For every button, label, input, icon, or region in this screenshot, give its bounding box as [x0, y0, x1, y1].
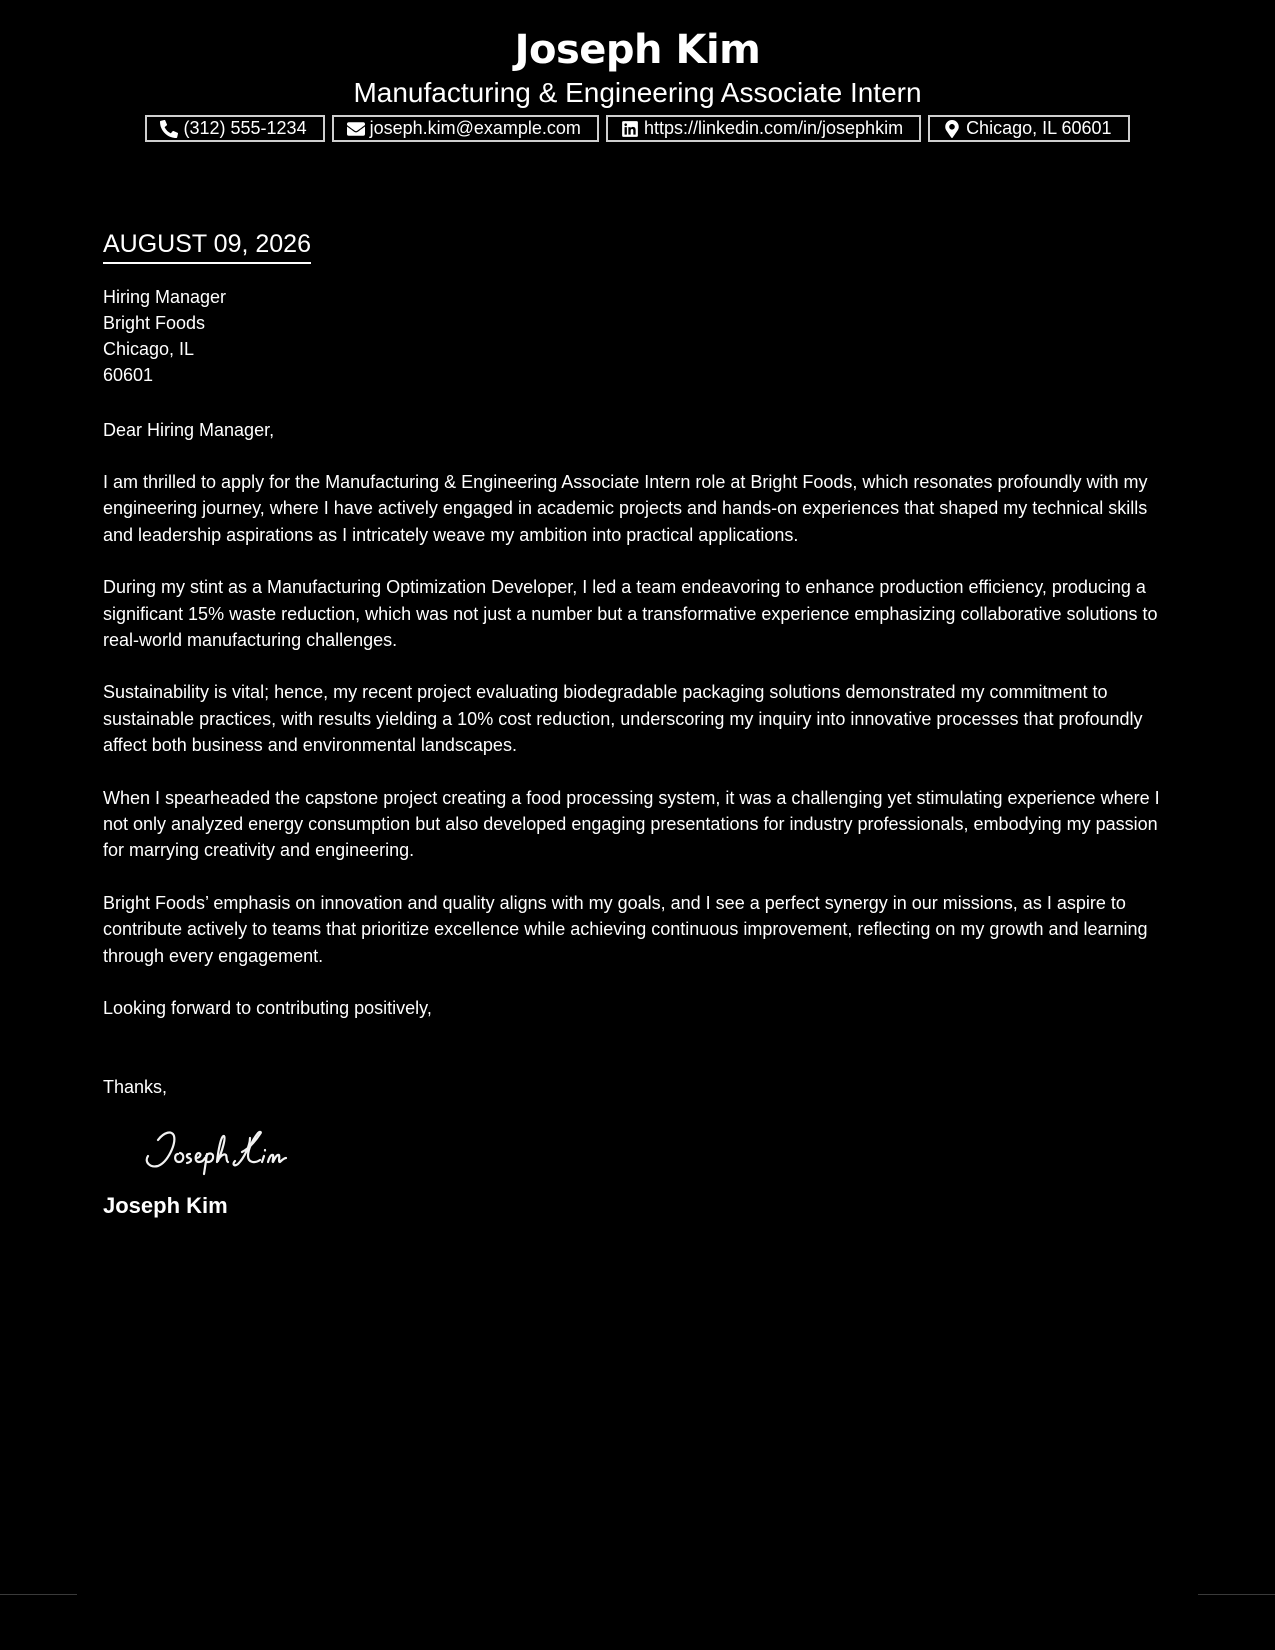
contact-location[interactable] — [928, 115, 1129, 142]
signoff: Thanks, — [103, 1077, 168, 1098]
recipient-company: Bright Foods — [103, 313, 206, 333]
body-paragraph: I am thrilled to apply for the Manufacturing & Engineering Associate Intern role at Bright Foods, which resonates profoundly with my engineering journey, where I have actively engaged in academic projects and hands-on experiences that shaped my technical skills and leadership aspirations as I intricately weave my ambition into practical applications. — [103, 472, 1148, 545]
contact-phone-text: (312) 555-1234 — [183, 118, 307, 138]
contact-phone[interactable] — [145, 115, 324, 142]
contact-email-text: joseph.kim@example.com — [369, 118, 581, 138]
footer-divider-right — [1198, 1594, 1275, 1595]
closing-line: Looking forward to contributing positively, — [103, 998, 432, 1019]
envelope-icon — [347, 120, 365, 138]
recipient-title: Hiring Manager — [103, 287, 227, 307]
contact-linkedin[interactable] — [606, 115, 921, 142]
body-paragraph: During my stint as a Manufacturing Optimization Developer, I led a team endeavoring to enhance production efficiency, producing a significant 15% waste reduction, which was not just a number but a transformative experience emphasizing collaborative solutions to real-world manufacturing challenges. — [103, 577, 1158, 651]
recipient-city: Chicago, IL — [103, 339, 195, 359]
body-paragraph: Sustainability is vital; hence, my recent project evaluating biodegradable packaging solutions demonstrated my commitment to sustainable practices, with results yielding a 10% cost reduction, underscoring my inquiry into innovative processes that profoundly affect both business and environmental landscapes. — [103, 682, 1143, 756]
phone-icon — [160, 120, 178, 138]
letter-header — [0, 22, 1275, 142]
salutation: Dear Hiring Manager, — [103, 420, 275, 440]
applicant-name: Joseph Kim — [514, 27, 761, 73]
contact-bar — [0, 115, 1275, 142]
recipient-block — [103, 284, 1178, 388]
letter-date: AUGUST 09, 2026 — [103, 228, 311, 264]
letter-body — [103, 228, 1178, 1220]
contact-linkedin-text: https://linkedin.com/in/josephkim — [643, 118, 904, 138]
contact-location-text: Chicago, IL 60601 — [966, 118, 1112, 138]
job-title: Manufacturing & Engineering Associate Intern — [353, 77, 922, 108]
map-pin-icon — [943, 120, 961, 138]
handwritten-signature — [138, 1118, 338, 1178]
body-paragraph: Bright Foods’ emphasis on innovation and quality aligns with my goals, and I see a perfect synergy in our missions, as I aspire to contribute actively to teams that prioritize excellence while achieving continuous improvement, reflecting on my growth and learning through every engagement. — [103, 892, 1148, 966]
signer-name: Joseph Kim — [103, 1193, 228, 1219]
footer-divider-left — [0, 1594, 77, 1595]
linkedin-icon — [621, 120, 639, 138]
contact-email[interactable] — [332, 115, 599, 142]
body-paragraph: When I spearheaded the capstone project creating a food processing system, it was a challenging yet stimulating experience where I not only analyzed energy consumption but also developed engaging presentations for industry professionals, embodying my passion for marrying creativity and engineering. — [103, 787, 1160, 861]
recipient-zip: 60601 — [103, 365, 154, 385]
